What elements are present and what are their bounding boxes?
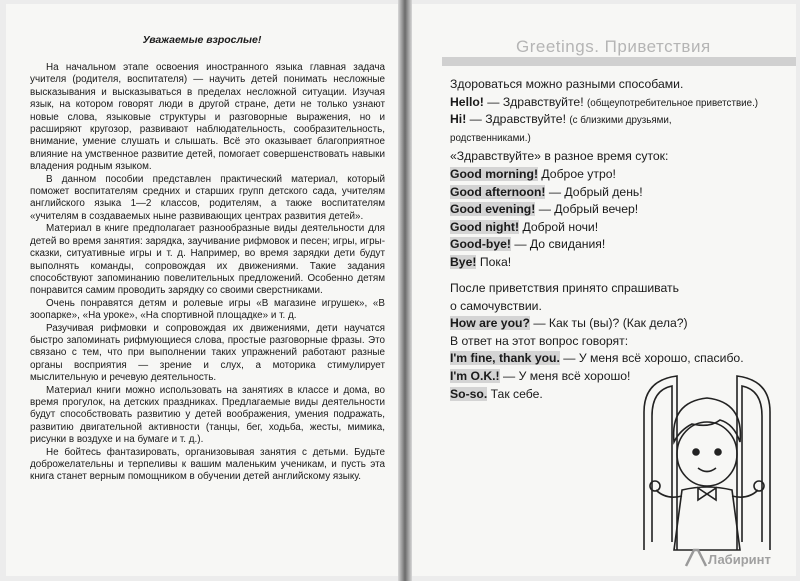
translation: Так себе.: [490, 386, 543, 401]
english-phrase: Good afternoon!: [450, 184, 546, 199]
left-page: [6, 4, 398, 576]
english-phrase: Hi!: [450, 112, 467, 127]
english-phrase: Hello!: [450, 94, 484, 109]
translation: — У меня всё хорошо!: [503, 368, 631, 383]
paragraph: Не бойтесь фантазировать, организовывая занятия с детьми. Будьте доброжелательны и терпеливы к вашим маленьким ученикам, и пусть эта книга станет верным помощником в обучении детей английскому языку.: [30, 446, 385, 483]
paragraph: В данном пособии представлен практический материал, который поможет воспитателям средних и старших групп детского сада, учителям английского языка 1—2 классов, родителям, а также воспитателям «учителям в создаваемых ныне развивающих центрах развития детей».: [30, 173, 385, 222]
english-phrase: Good evening!: [450, 202, 536, 217]
paragraph: Очень понравятся детям и ролевые игры «В магазине игрушек», «В зоопарке», «На уроке», «На спортивной площадке» и т. д.: [30, 297, 385, 322]
english-phrase: Good-bye!: [450, 237, 511, 252]
logo-text: Лабиринт: [708, 552, 771, 567]
translation: — Добрый день!: [548, 184, 643, 199]
time-greetings-intro: «Здравствуйте» в разное время суток:: [450, 149, 669, 164]
how-are-you: [450, 315, 795, 333]
wellbeing-intro-line-1: После приветствия принято спрашивать: [450, 281, 679, 295]
translation: — Здравствуйте!: [487, 94, 584, 109]
english-phrase: How are you?: [450, 316, 530, 331]
translation: — Добрый вечер!: [538, 202, 639, 217]
translation: — До свидания!: [514, 237, 606, 252]
time-greeting: [450, 254, 795, 272]
usage-note: (общеупотребительное приветствие.): [586, 97, 759, 109]
time-greeting: [450, 201, 795, 219]
english-phrase: Good night!: [450, 219, 520, 234]
right-page: [412, 4, 796, 576]
english-phrase: Good morning!: [450, 166, 539, 181]
girl-at-window-illustration: [622, 372, 792, 552]
book-gutter: [398, 0, 412, 581]
greeting-hi: [450, 111, 720, 146]
time-greeting: [450, 236, 795, 254]
usage-note: (с близкими друзьями, родственниками.): [450, 115, 672, 144]
english-phrase: I'm fine, thank you.: [450, 351, 560, 366]
left-page-title: Уважаемые взрослые!: [142, 34, 262, 46]
answer: [450, 350, 795, 368]
translation: — У меня всё хорошо, спасибо.: [563, 351, 744, 366]
paragraph: Материал книги можно использовать на занятиях в классе и дома, во время прогулок, на детских праздниках. Предлагаемые виды деятельности будут способствовать развитию у детей воображения, умения подражать, развитию двигательной активности (танцы, бег, ходьба, жесты, мимика, рисунки в воздухе и на бумаге и т. д.).: [30, 384, 385, 446]
translation: Пока!: [479, 254, 512, 269]
greeting-hello: [450, 94, 795, 112]
greetings-section: [450, 76, 795, 272]
time-greeting: [450, 184, 795, 202]
translation: — Как ты (вы)? (Как дела?): [533, 316, 688, 331]
greetings-intro: Здороваться можно разными способами.: [450, 77, 684, 91]
right-page-title: Greetings. Приветствия: [516, 37, 711, 56]
time-greeting: [450, 219, 795, 237]
translation: Доброй ночи!: [522, 219, 599, 234]
title-band: [442, 57, 796, 66]
paragraph: Материал в книге предполагает разнообразные виды деятельности для детей во время занятия: зарядка, заучивание рифмовок и песен; игры, игры-сказки, ситуативные игры и т. д. Например, во время зарядки дети будут выполнять команды, сопровождая их движениями. Такие задания способствуют запоминанию повелительных предложений. Особенно детям понравится самим проводить зарядку со своими сверстниками.: [30, 223, 385, 297]
labirint-logo: [684, 546, 792, 570]
wellbeing-intro-line-2: о самочувствии.: [450, 298, 542, 313]
left-page-body: [30, 62, 385, 484]
answers-intro: В ответ на этот вопрос говорят:: [450, 333, 629, 348]
translation: — Здравствуйте!: [469, 112, 566, 127]
translation: Доброе утро!: [541, 166, 616, 181]
paragraph: Разучивая рифмовки и сопровождая их движениями, дети научатся быстро запоминать рифмующиеся слова, простые разговорные фразы. Это связано с тем, что при выполнении таких упражнений работают разные органы восприятия — зрение и слух, а моторика стимулирует мыслительную и речевую деятельность.: [30, 322, 385, 384]
paragraph: На начальном этапе освоения иностранного языка главная задача учителя (родителя, воспитателя) — научить детей понимать несложные высказывания и высказываться в пределах несложной ситуации. Изучая язык, на котором говорят люди в другой стране, дети не только узнают новые слова, языковые структуры и разговорные выражения, но и расширяют кругозор, развивают наблюдательность, сообразительность, внимание, умение слушать и слышать. Всё это оказывает благоприятное влияние на умственное развитие детей, помогает совершенствовать навыки владения родным языком.: [30, 62, 385, 173]
time-greeting: [450, 166, 795, 184]
english-phrase: Bye!: [450, 254, 477, 269]
english-phrase: I'm O.K.!: [450, 368, 500, 383]
english-phrase: So-so.: [450, 386, 488, 401]
